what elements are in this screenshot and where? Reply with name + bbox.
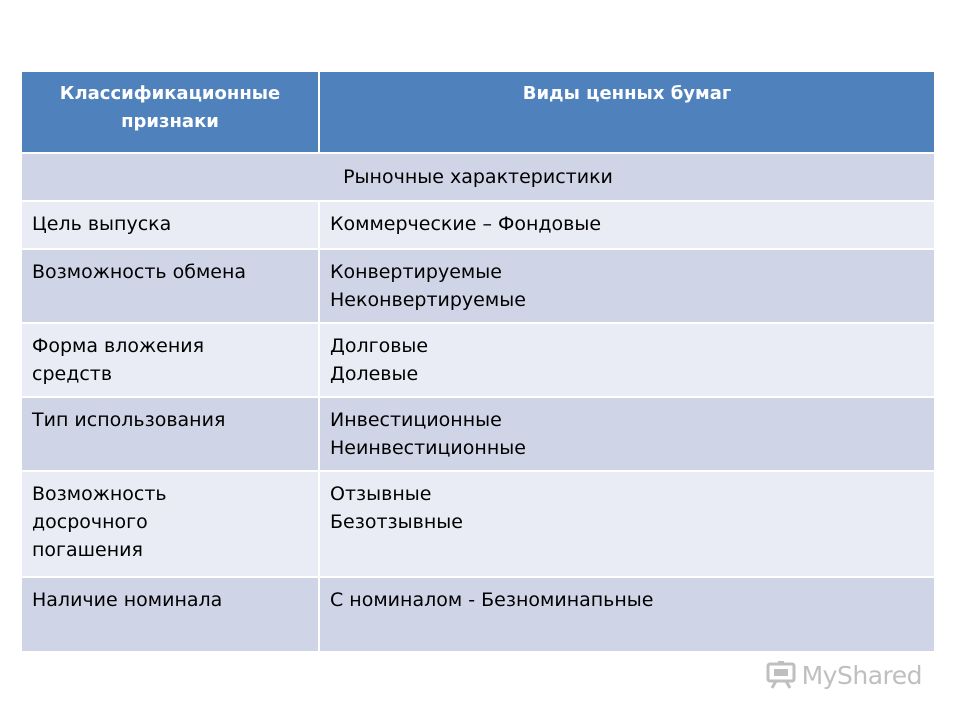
types-text: С номиналом - Безноминапьные — [330, 589, 654, 611]
feature-text: досрочного — [32, 511, 148, 533]
types-text: Неинвестиционные — [330, 437, 526, 459]
types-text: Конвертируемые — [330, 261, 502, 283]
feature-text: Возможность — [32, 483, 167, 505]
section-row — [22, 153, 934, 201]
presentation-board-icon — [766, 660, 796, 690]
table-row — [22, 397, 934, 471]
feature-cell — [22, 471, 319, 577]
types-cell — [319, 397, 934, 471]
types-text: Неконвертируемые — [330, 289, 526, 311]
types-text: Долговые — [330, 335, 429, 357]
header-classification-features: Классификационные признаки — [22, 72, 319, 153]
feature-cell — [22, 201, 319, 249]
feature-text: Цель выпуска — [32, 213, 172, 235]
table-header-row — [22, 72, 934, 153]
feature-text: средств — [32, 363, 113, 385]
types-text: Долевые — [330, 363, 419, 385]
section-label: Рыночные характеристики — [22, 153, 934, 201]
types-text: Отзывные — [330, 483, 432, 505]
types-cell — [319, 471, 934, 577]
feature-text: погашения — [32, 539, 143, 561]
table-row — [22, 577, 934, 651]
feature-cell — [22, 323, 319, 397]
types-cell — [319, 249, 934, 323]
feature-text: Наличие номинала — [32, 589, 223, 611]
table-row — [22, 249, 934, 323]
header-security-types: Виды ценных бумаг — [319, 72, 934, 153]
feature-text: Тип использования — [32, 409, 226, 431]
feature-text: Возможность обмена — [32, 261, 247, 283]
securities-classification-table — [22, 72, 934, 651]
types-text: Коммерческие – Фондовые — [330, 213, 602, 235]
feature-cell — [22, 397, 319, 471]
table-row — [22, 471, 934, 577]
feature-cell — [22, 249, 319, 323]
table-row — [22, 201, 934, 249]
table-row — [22, 323, 934, 397]
feature-cell — [22, 577, 319, 651]
types-text: Инвестиционные — [330, 409, 502, 431]
types-cell — [319, 577, 934, 651]
watermark — [766, 660, 922, 690]
types-cell — [319, 201, 934, 249]
feature-text: Форма вложения — [32, 335, 205, 357]
watermark-text: MyShared — [801, 660, 922, 690]
types-text: Безотзывные — [330, 511, 463, 533]
types-cell — [319, 323, 934, 397]
